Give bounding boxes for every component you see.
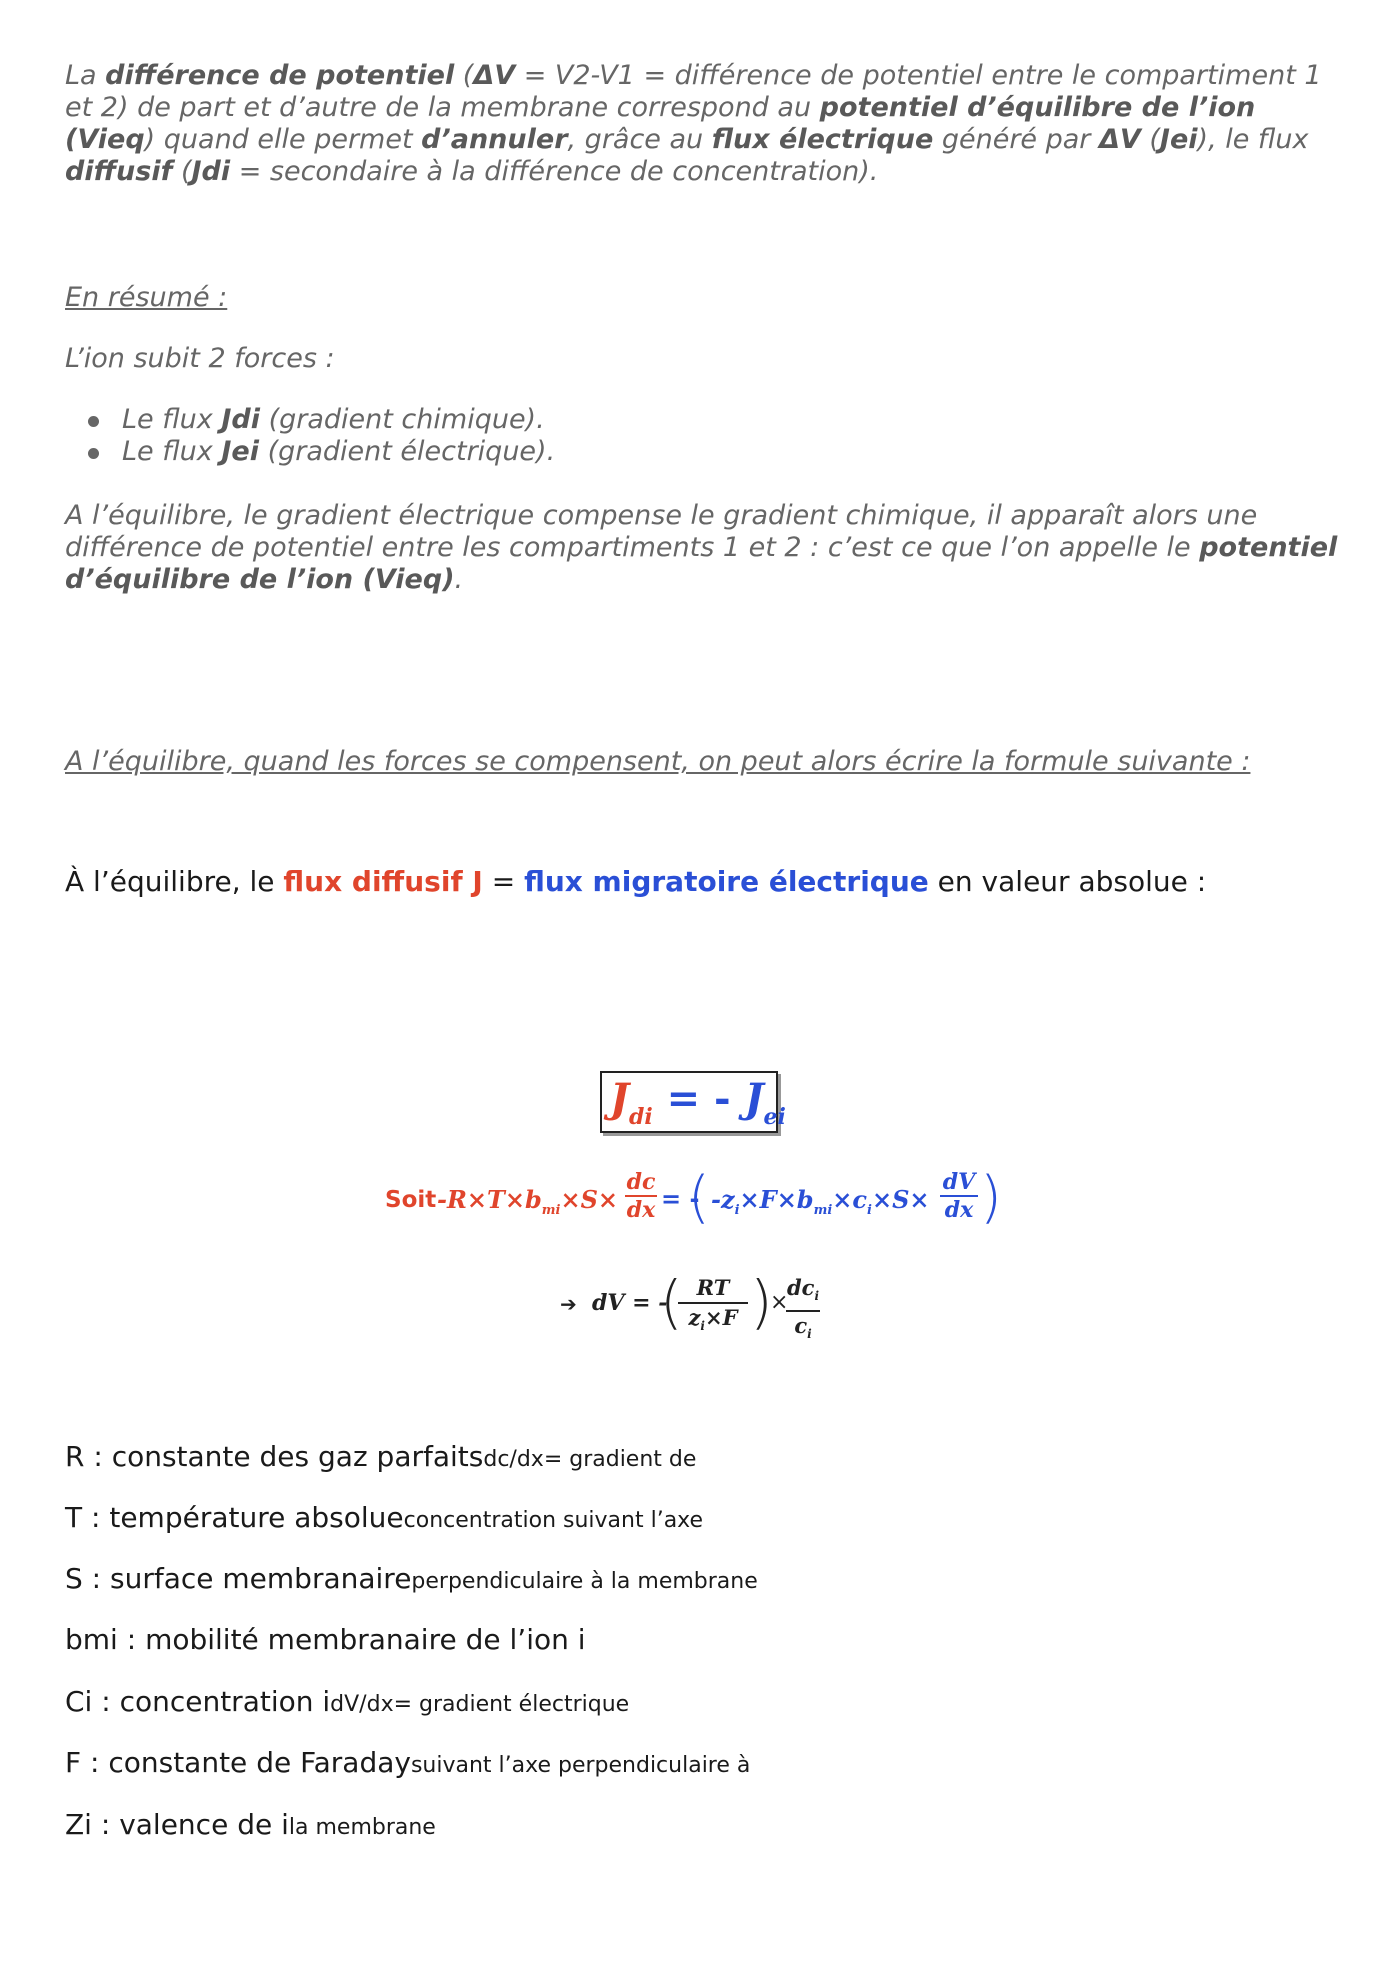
bold-text: ΔV xyxy=(473,60,516,91)
bold-text: ΔV xyxy=(1098,124,1141,155)
legend-line-t: T : température absolueconcentration suivant l’axe xyxy=(65,1501,704,1534)
legend-line-f: F : constante de Faradaysuivant l’axe perpendiculaire à xyxy=(65,1746,751,1779)
legend-line-s: S : surface membranaireperpendiculaire à la membrane xyxy=(65,1562,758,1595)
formula-intro: A l’équilibre, quand les forces se compensent, on peut alors écrire la formule suivante : xyxy=(65,746,1251,777)
bold-text: Jei xyxy=(1159,124,1198,155)
forces-intro: L’ion subit 2 forces : xyxy=(65,343,335,374)
legend-line-r: R : constante des gaz parfaitsdc/dx= gradient de xyxy=(65,1440,697,1473)
legend-line-bmi: bmi : mobilité membranaire de l’ion i xyxy=(65,1623,586,1656)
bold-text: Jdi xyxy=(191,156,231,187)
bold-text: différence de potentiel xyxy=(105,60,455,91)
list-item: Le flux Jdi (gradient chimique). xyxy=(88,404,555,436)
text: , grâce au xyxy=(567,124,712,155)
bold-text: flux électrique xyxy=(711,124,934,155)
text: ( xyxy=(454,60,474,91)
bold-text: d’annuler xyxy=(421,124,568,155)
legend-line-zi: Zi : valence de ila membrane xyxy=(65,1808,436,1841)
bold-text: potentiel d’équilibre de l’ion (Vieq) xyxy=(65,532,1338,595)
bold-text: potentiel d’équilibre de l’ion (Vieq xyxy=(65,92,1256,155)
boxed-equation: $J_{di}$ = - $J_{ei}$ xyxy=(600,1071,778,1133)
bold-text: diffusif xyxy=(65,156,173,187)
text: = V2-V1 = différence de potentiel entre le compartiment 1 et 2) de part et d’autre de la membrane correspond au xyxy=(65,60,1322,123)
text: ( xyxy=(172,156,192,187)
equilibrium-statement: À l’équilibre, le flux diffusif J = flux migratoire électrique en valeur absolue : xyxy=(65,865,1207,898)
list-item: Le flux Jei (gradient électrique). xyxy=(88,436,555,468)
intro-paragraph xyxy=(65,60,1345,188)
text: ( xyxy=(1140,124,1160,155)
text: = secondaire à la différence de concentration). xyxy=(230,156,879,187)
text: généré par xyxy=(933,124,1099,155)
text: La xyxy=(65,60,106,91)
dv-equation: ➔ dV = - ( RT $z_i\times F$ ) × $dc_i$ $c_i$ xyxy=(560,1268,820,1342)
legend-line-ci: Ci : concentration idV/dx= gradient électrique xyxy=(65,1685,630,1718)
forces-list xyxy=(88,404,555,468)
equilibrium-paragraph xyxy=(65,500,1345,596)
text: A l’équilibre, le gradient électrique compense le gradient chimique, il apparaît alors une différence de potentiel entre les compartiments 1 et 2 : c’est ce que l’on appelle le xyxy=(65,500,1258,563)
text: . xyxy=(454,564,464,595)
summary-heading: En résumé : xyxy=(65,282,228,313)
soit-equation: Soit $-R\times T\times b_{mi}\times S\times$ dc dx = - ( $-z_i\times F\times b_{mi}\times c_i\times S\times$ dV dx ) xyxy=(385,1165,1002,1230)
text: ) quand elle permet xyxy=(144,124,422,155)
text: ), le flux xyxy=(1197,124,1309,155)
